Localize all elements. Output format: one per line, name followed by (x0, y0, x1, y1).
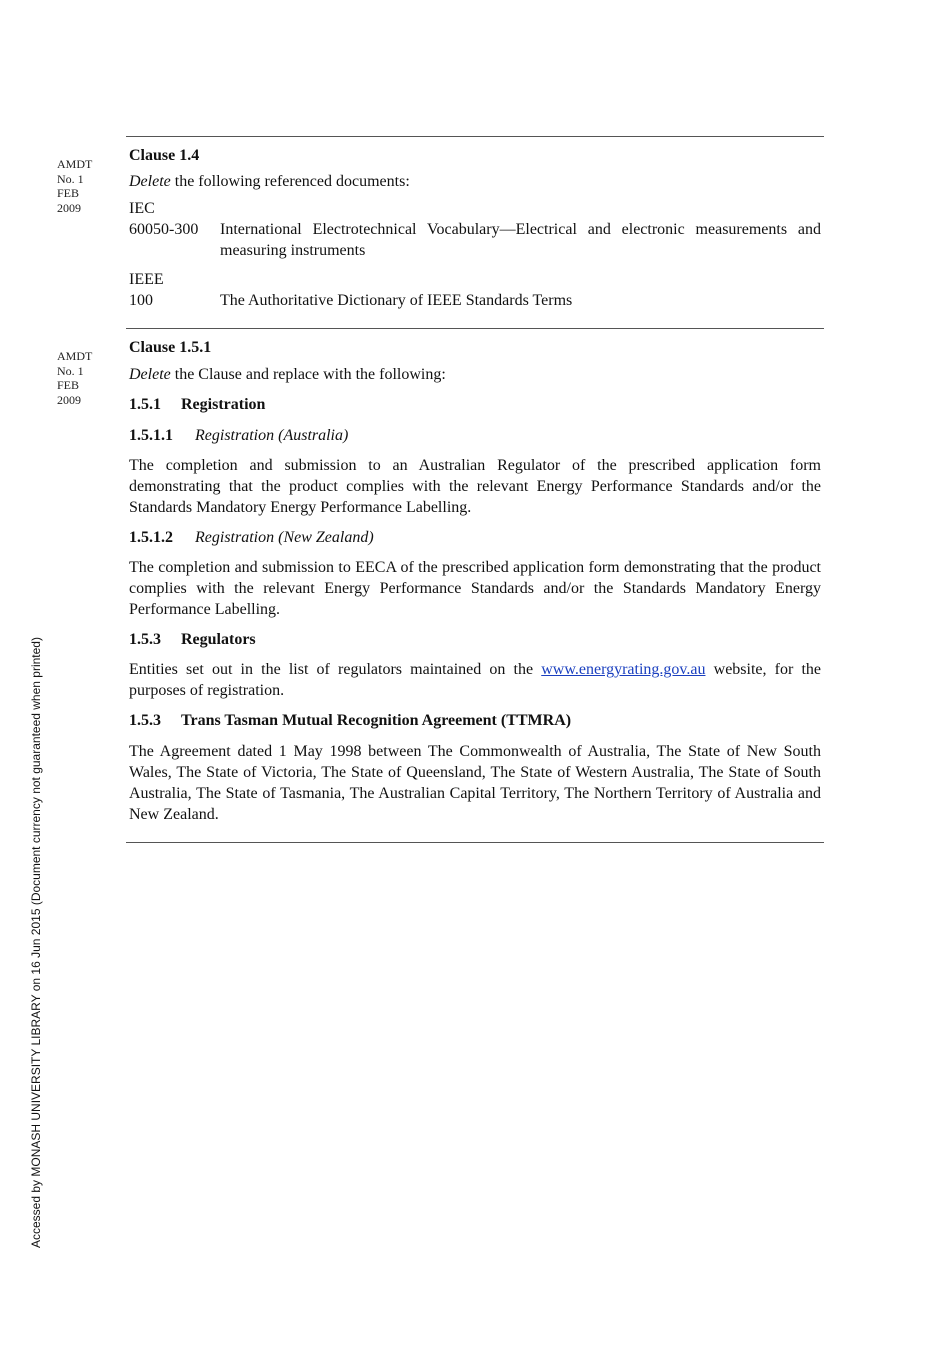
reference-code: 60050-300 (129, 221, 199, 238)
clause-1-4-title: Clause 1.4 (129, 147, 200, 164)
table-row (129, 269, 821, 290)
reference-body: IEEE (129, 271, 164, 288)
reference-body: IEC (129, 200, 155, 217)
clause-1-5-1-instruction: Delete the Clause and replace with the following: (129, 366, 446, 383)
table-row (129, 198, 821, 219)
energyrating-link[interactable]: www.energyrating.gov.au (541, 661, 706, 678)
table-row (129, 219, 821, 261)
clause-1-4-instruction: Delete the following referenced documents: (129, 173, 410, 190)
reference-title: The Authoritative Dictionary of IEEE Standards Terms (220, 292, 573, 309)
amendment-note: AMDT No. 1 FEB 2009 (57, 157, 93, 215)
clause-1-5-1-title: Clause 1.5.1 (129, 339, 212, 356)
subsection-heading: 1.5.1.1 Registration (Australia) (129, 427, 349, 444)
paragraph: The Agreement dated 1 May 1998 between The Commonwealth of Australia, The State of New South Wales, The State of Victoria, The State of Queensland, The State of Western Australia, The State of South Australia, The State of Tasmania, The Australian Capital Territory, The Northern Territory of Australia and New Zealand. (129, 743, 821, 823)
referenced-documents-table (129, 269, 821, 311)
amendment-note: AMDT No. 1 FEB 2009 (57, 349, 93, 407)
access-note: Accessed by MONASH UNIVERSITY LIBRARY on 16 Jun 2015 (Document currency not guaranteed when printed) (29, 637, 43, 1248)
clause-divider-rule (126, 328, 824, 329)
subsection-heading: 1.5.1.2 Registration (New Zealand) (129, 529, 374, 546)
paragraph: Entities set out in the list of regulators maintained on the www.energyrating.gov.au website, for the purposes of registration. (129, 661, 822, 699)
table-row (129, 290, 821, 311)
section-heading: 1.5.3 Regulators (129, 631, 256, 648)
referenced-documents-table (129, 198, 821, 261)
paragraph: The completion and submission to an Australian Regulator of the prescribed application form demonstrating that the product complies with the relevant Energy Performance Standards and/or the Standards Mandatory Energy Performance Labelling. (129, 457, 821, 516)
section-heading: 1.5.3 Trans Tasman Mutual Recognition Agreement (TTMRA) (129, 712, 572, 729)
top-rule (126, 136, 824, 137)
paragraph: The completion and submission to EECA of the prescribed application form demonstrating that the product complies with the relevant Energy Performance Standards and/or the Standards Mandatory Energy Performance Labelling. (129, 559, 821, 618)
reference-title: International Electrotechnical Vocabulary—Electrical and electronic measurements and measuring instruments (220, 221, 821, 259)
section-heading: 1.5.1 Registration (129, 396, 266, 413)
bottom-rule (126, 842, 824, 843)
reference-code: 100 (129, 292, 153, 309)
